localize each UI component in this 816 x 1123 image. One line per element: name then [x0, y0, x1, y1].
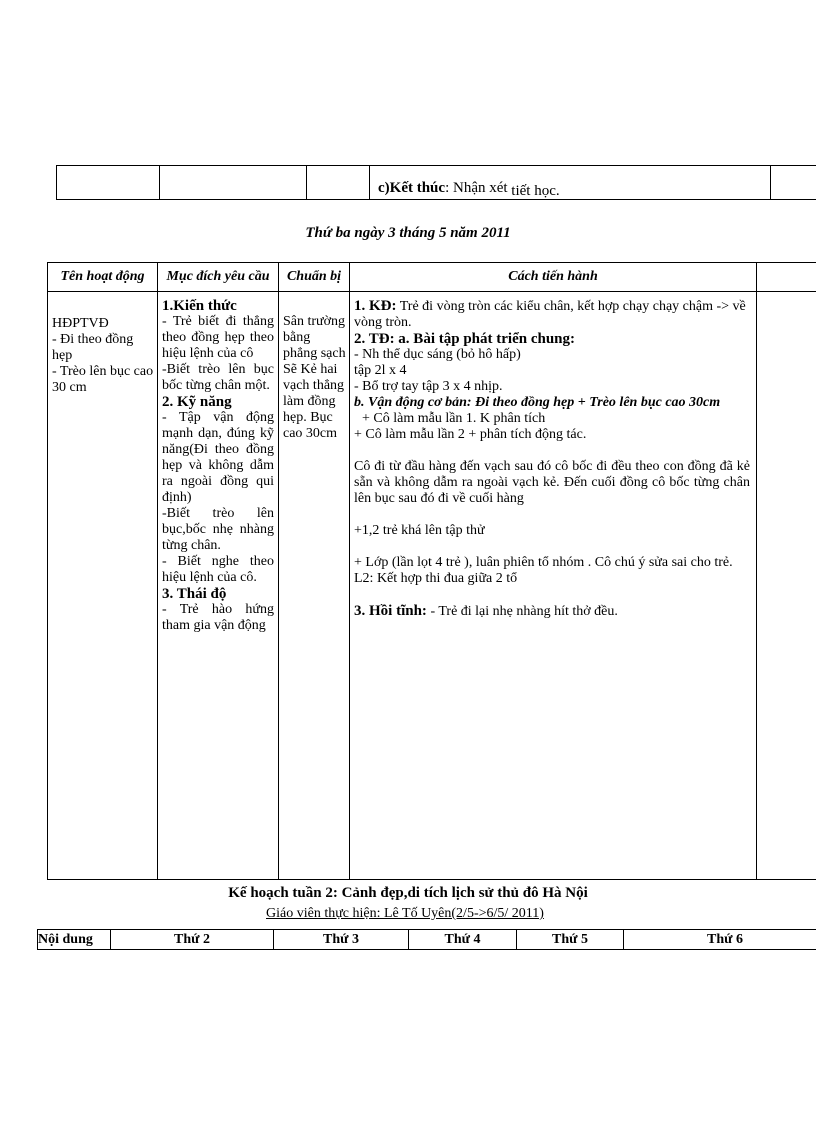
knowledge-item-1: - Trẻ biết đi thẳng theo đồng hẹp theo hiệu lệnh của cô	[162, 314, 274, 361]
teacher-line: Giáo viên thực hiện: Lê Tố Uyên(2/5->6/5/ 2011)	[266, 906, 544, 921]
step-main-3: - Bổ trợ tay tập 3 x 4 nhịp.	[354, 379, 503, 394]
previous-lesson-table	[56, 165, 816, 200]
knowledge-item-2: -Biết trèo lên bục bốc từng chân một.	[162, 362, 274, 393]
ket-thuc-label: c)Kết thúc	[378, 180, 446, 196]
week-header-row	[38, 930, 816, 950]
activity-cell	[48, 292, 158, 880]
step-basic-title: b. Vận động cơ bản: Đi theo đồng hẹp + Trèo lên bục cao 30cm	[354, 395, 721, 410]
week-col-fri: Thứ 6	[624, 930, 816, 950]
main-label: 2. TĐ: a. Bài tập phát triển chung:	[354, 331, 576, 347]
activity-code: HĐPTVĐ	[52, 316, 109, 331]
ket-thuc-cell	[370, 166, 771, 200]
purpose-cell	[158, 292, 279, 880]
week-col-tue: Thứ 3	[274, 930, 409, 950]
warmup-text: Trẻ đi vòng tròn các kiểu chân, kết hợp chạy chạy chậm -> về vòng tròn.	[354, 299, 746, 330]
lesson-row	[48, 292, 816, 880]
attitude-item-1: - Trẻ hào hứng tham gia vận động	[162, 602, 274, 633]
knowledge-title: 1.Kiến thức	[162, 298, 237, 314]
step-cooldown	[354, 603, 750, 620]
skill-title: 2. Kỹ năng	[162, 394, 232, 410]
ket-thuc-sub: tiết học.	[511, 183, 560, 199]
skill-item-3: - Biết nghe theo hiệu lệnh của cô.	[162, 554, 274, 585]
step-basic-4: +1,2 trẻ khá lên tập thử	[354, 523, 485, 538]
col-header-extra	[757, 263, 816, 292]
step-main-1: - Nh thể dục sáng (bỏ hô hấp)	[354, 347, 521, 362]
plan-title: Kế hoạch tuần 2: Cảnh đẹp,di tích lịch sử thủ đô Hà Nội	[228, 885, 588, 901]
step-basic-2: + Cô làm mẫu lần 2 + phân tích động tác.	[354, 427, 587, 442]
cooldown-label: 3. Hồi tĩnh:	[354, 603, 427, 619]
prep-cell	[279, 292, 350, 880]
empty-cell	[771, 166, 816, 200]
step-basic-3: Cô đi từ đầu hàng đến vạch sau đó cô bốc đi đều theo con đồng đã kẻ sẵn và không dẫm ra ngoài vạch kẻ. Đến cuối đồng cô bốc từng chân lên bục sau đó đi về cuối hàng	[354, 459, 750, 506]
step-basic-6: L2: Kết hợp thi đua giữa 2 tổ	[354, 571, 518, 586]
week-plan-table	[37, 929, 816, 950]
step-basic-1: + Cô làm mẫu lần 1. K phân tích	[362, 411, 546, 426]
week-col-wed: Thứ 4	[409, 930, 517, 950]
skill-item-1: - Tập vận động mạnh dạn, đúng kỹ năng(Đi theo đồng hẹp và không dẫm ra ngoài đồng qui định)	[162, 410, 274, 505]
extra-cell	[757, 292, 816, 880]
prep-text: Sân trường bằng phẳng sạch Sẽ Kẻ hai vạch thẳng làm đồng hẹp. Bục cao 30cm	[283, 314, 346, 441]
empty-cell	[160, 166, 307, 200]
warmup-label: 1. KĐ:	[354, 298, 397, 314]
week-col-mon: Thứ 2	[111, 930, 274, 950]
col-header-steps: Cách tiến hành	[350, 263, 757, 292]
step-main-title	[354, 331, 750, 347]
week-col-content: Nội dung	[38, 930, 111, 950]
attitude-title: 3. Thái độ	[162, 586, 227, 602]
header-row	[48, 263, 816, 292]
steps-cell	[350, 292, 757, 880]
empty-cell	[57, 166, 160, 200]
empty-cell	[307, 166, 370, 200]
ket-thuc-text: : Nhận xét	[445, 180, 508, 196]
col-header-activity: Tên hoạt động	[48, 263, 158, 292]
step-warmup	[354, 298, 750, 331]
cooldown-text: - Trẻ đi lại nhẹ nhàng hít thở đều.	[426, 604, 618, 619]
day-title: Thứ ba ngày 3 tháng 5 năm 2011	[305, 225, 511, 241]
lesson-table	[47, 262, 816, 880]
step-main-2: tập 2l x 4	[354, 363, 407, 378]
week-col-thu: Thứ 5	[517, 930, 624, 950]
col-header-prep: Chuẩn bị	[279, 263, 350, 292]
col-header-purpose: Mục đích yêu cầu	[158, 263, 279, 292]
activity-line-2: - Trèo lên bục cao 30 cm	[52, 364, 154, 395]
activity-line-1: - Đi theo đồng hẹp	[52, 332, 134, 363]
skill-item-2: -Biết trèo lên bục,bốc nhẹ nhàng từng chân.	[162, 506, 274, 553]
step-basic-5: + Lớp (lần lọt 4 trẻ ), luân phiên tổ nhóm . Cô chú ý sửa sai cho trẻ.	[354, 555, 733, 570]
